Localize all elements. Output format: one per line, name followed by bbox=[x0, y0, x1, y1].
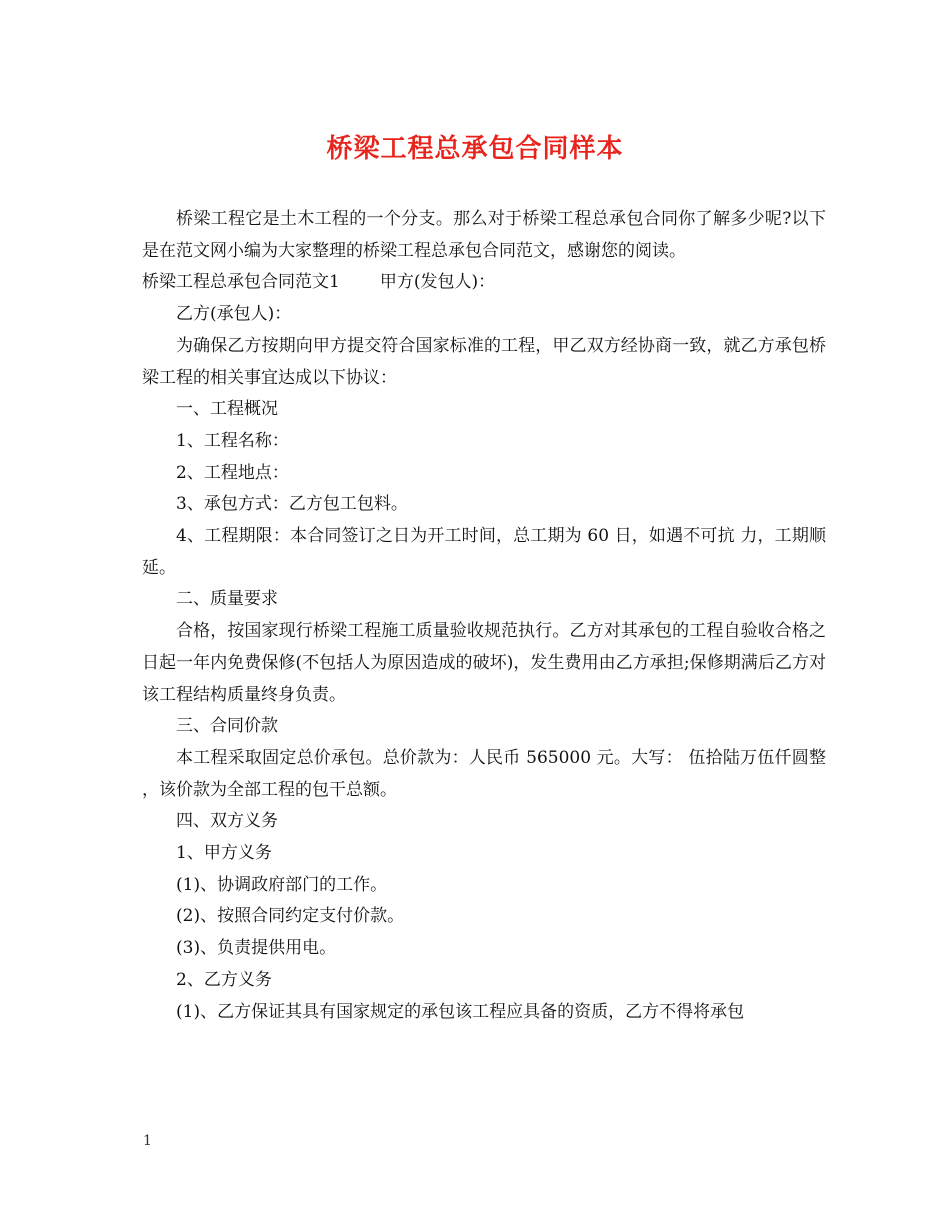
contract-heading-line bbox=[142, 267, 826, 299]
section-heading-obligations: 四、双方义务 bbox=[176, 811, 278, 832]
document-body bbox=[142, 204, 826, 1028]
clause-project-location: 2、工程地点： bbox=[176, 462, 289, 483]
clause-contract-method: 3、承包方式：乙方包工包料。 bbox=[176, 494, 408, 515]
party-a-label: 甲方(发包人)： bbox=[379, 272, 496, 293]
document-title: 桥梁工程总承包合同样本 bbox=[326, 134, 624, 164]
page-number: 1 bbox=[143, 1133, 152, 1149]
clause-quality-requirements: 合格，按国家现行桥梁工程施工质量验收规范执行。乙方对其承包的工程自验收合格之日起一年内免费保修(不包括人为原因造成的破坏)，发生费用由乙方承担;保修期满后乙方对该工程结构质量终身负责。 bbox=[142, 621, 826, 705]
party-b-label: 乙方(承包人)： bbox=[176, 304, 292, 325]
clause-party-b-1: (1)、乙方保证其具有国家规定的承包该工程应具备的资质，乙方不得将承包 bbox=[176, 1001, 745, 1022]
agreement-preamble: 为确保乙方按期向甲方提交符合国家标准的工程，甲乙双方经协商一致，就乙方承包桥梁工程的相关事宜达成以下协议： bbox=[142, 335, 826, 388]
section-heading-price: 三、合同价款 bbox=[176, 716, 278, 737]
contract-sample-label: 桥梁工程总承包合同范文1 bbox=[142, 272, 340, 293]
clause-project-duration: 4、工程期限：本合同签订之日为开工时间，总工期为 60 日，如遇不可抗 力，工期顺延。 bbox=[142, 526, 826, 578]
clause-party-a-2: (2)、按照合同约定支付价款。 bbox=[176, 906, 405, 927]
section-heading-quality: 二、质量要求 bbox=[176, 589, 278, 610]
clause-contract-price: 本工程采取固定总价承包。总价款为：人民币 565000 元。大写： 伍拾陆万伍仟圆整 ，该价款为全部工程的包干总额。 bbox=[142, 747, 826, 800]
subheading-party-a-obligations: 1、甲方义务 bbox=[176, 843, 272, 864]
section-heading-overview: 一、工程概况 bbox=[176, 399, 278, 420]
clause-project-name: 1、工程名称： bbox=[176, 430, 289, 451]
clause-party-a-3: (3)、负责提供用电。 bbox=[176, 938, 337, 959]
clause-party-a-1: (1)、协调政府部门的工作。 bbox=[176, 874, 388, 895]
subheading-party-b-obligations: 2、乙方义务 bbox=[176, 969, 272, 990]
intro-paragraph: 桥梁工程它是土木工程的一个分支。那么对于桥梁工程总承包合同你了解多少呢?以下是在范文网小编为大家整理的桥梁工程总承包合同范文，感谢您的阅读。 bbox=[142, 209, 826, 261]
